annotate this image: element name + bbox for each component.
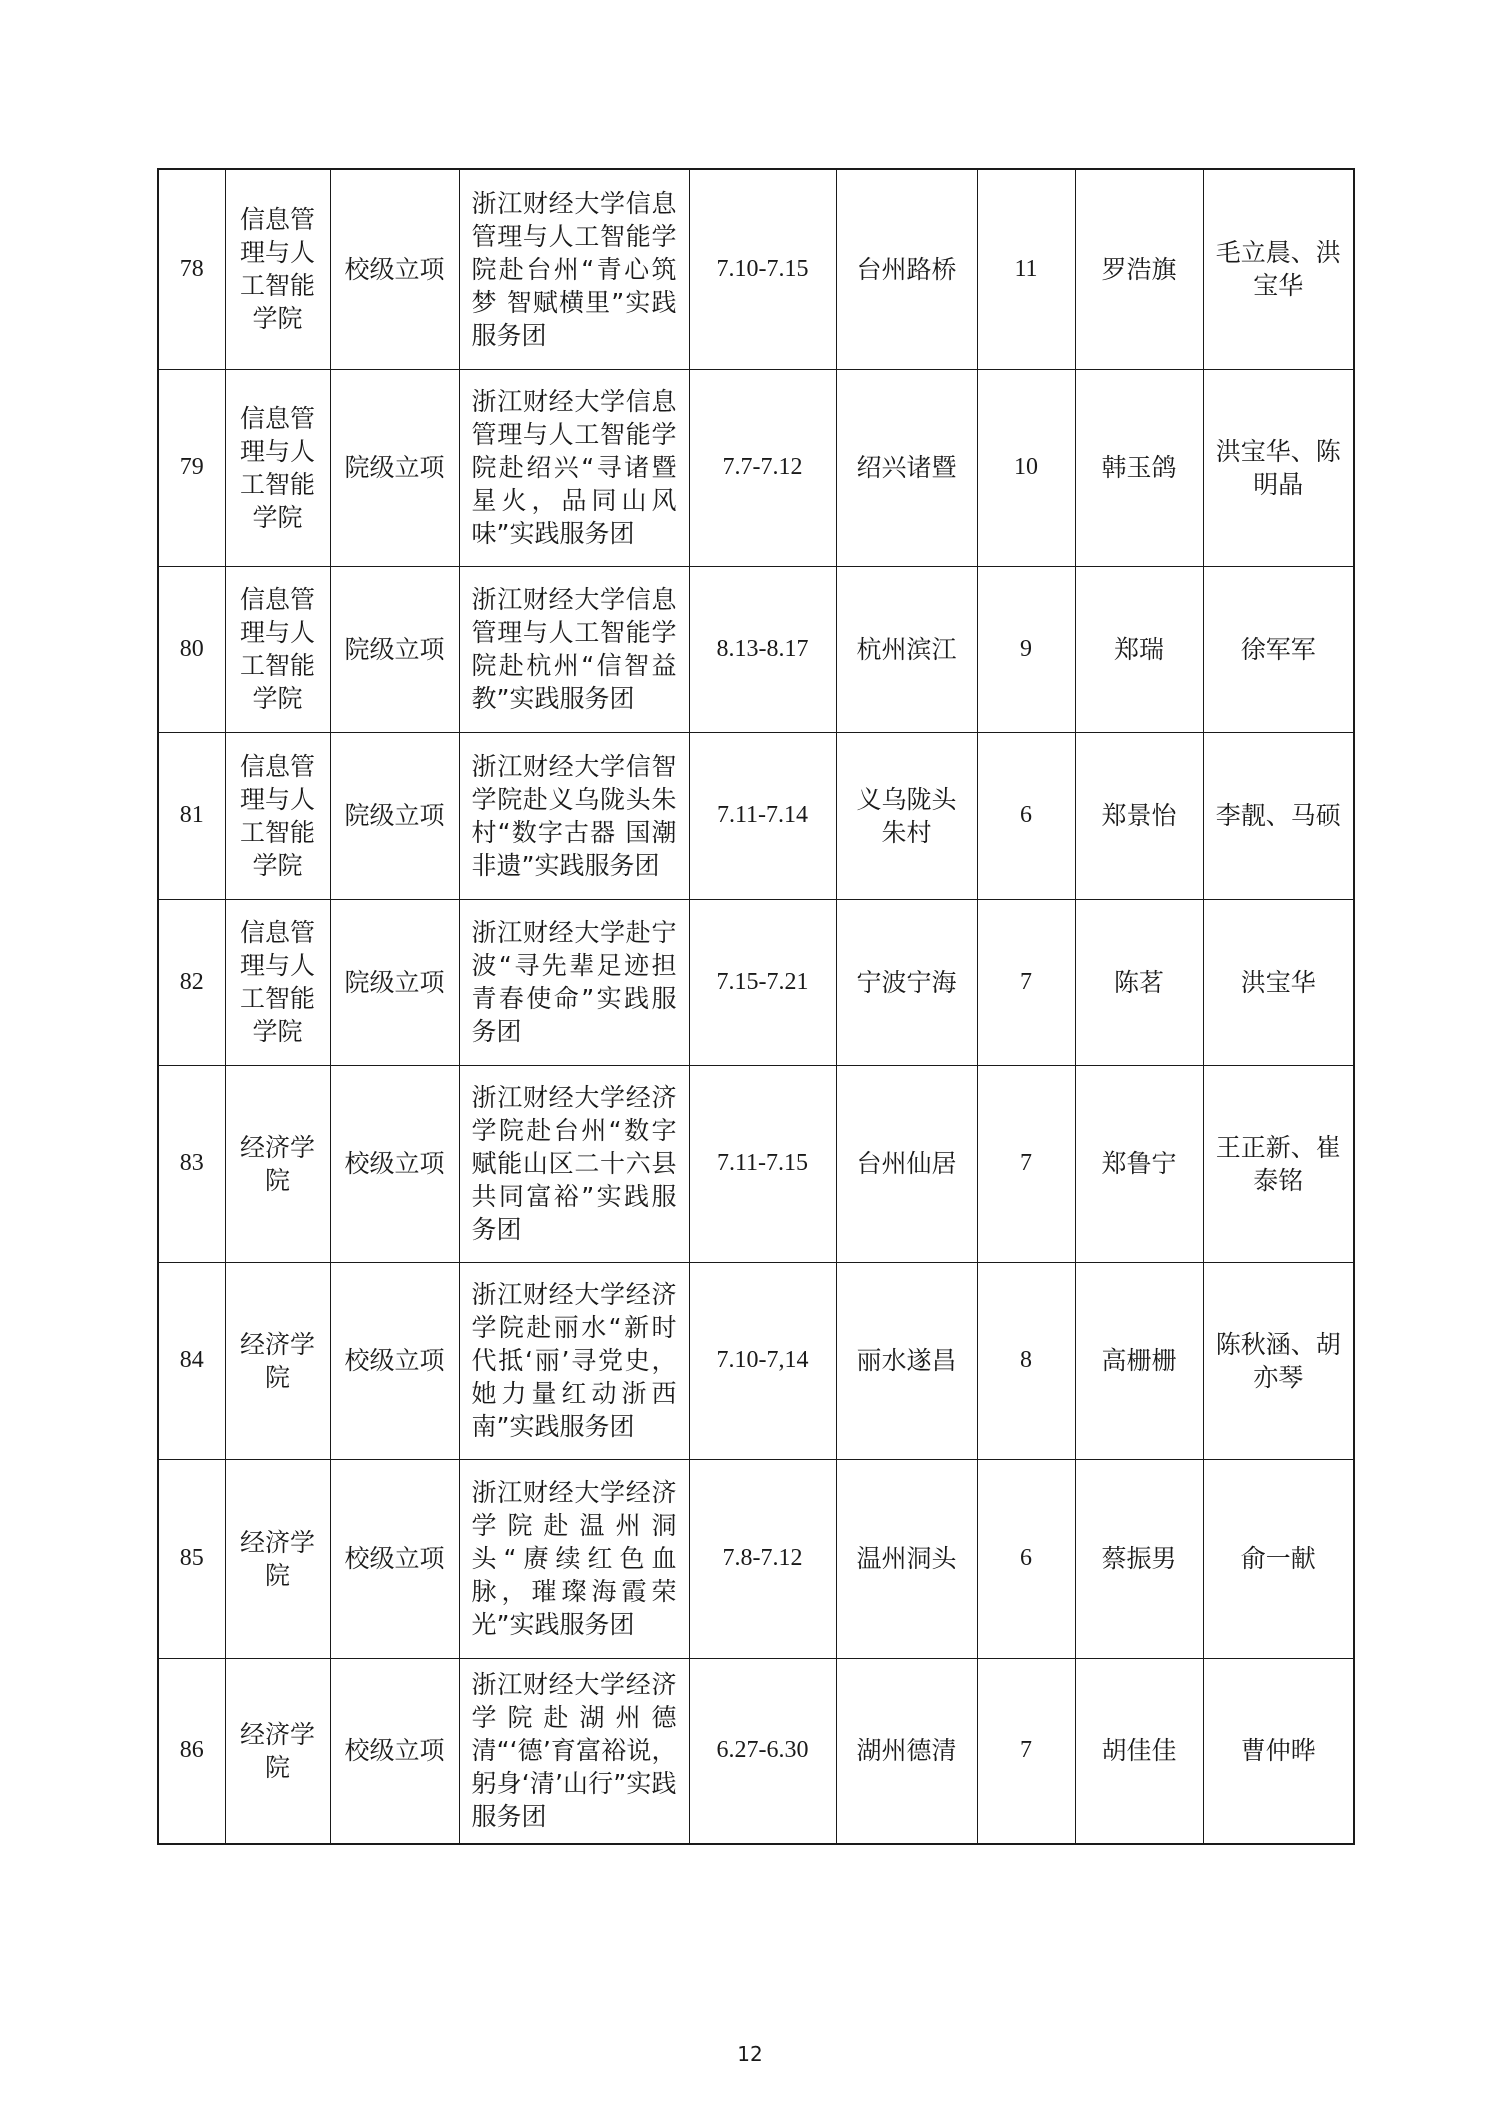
members-cell: 7 [977, 899, 1075, 1065]
location-cell: 杭州滨江 [836, 566, 977, 732]
table-row [158, 899, 1354, 1065]
table-row [158, 732, 1354, 899]
table-row [158, 1262, 1354, 1459]
project-name-cell: 浙江财经大学赴宁波“寻先辈足迹担青春使命”实践服务团 [459, 899, 689, 1065]
project-name-cell: 浙江财经大学信息管理与人工智能学院赴绍兴“寻诸暨星火，品同山风味”实践服务团 [459, 369, 689, 566]
members-cell: 11 [977, 169, 1075, 369]
location-cell: 台州仙居 [836, 1065, 977, 1262]
row-number: 80 [158, 566, 225, 732]
table-row [158, 1459, 1354, 1658]
level-cell: 校级立项 [330, 1459, 459, 1658]
college-cell: 信息管理与人工智能学院 [225, 899, 330, 1065]
date-cell: 7.7-7.12 [689, 369, 836, 566]
table-row [158, 1065, 1354, 1262]
date-cell: 7.10-7,14 [689, 1262, 836, 1459]
level-cell: 校级立项 [330, 1262, 459, 1459]
date-cell: 7.11-7.14 [689, 732, 836, 899]
date-cell: 7.11-7.15 [689, 1065, 836, 1262]
row-number: 84 [158, 1262, 225, 1459]
members-cell: 10 [977, 369, 1075, 566]
level-cell: 院级立项 [330, 732, 459, 899]
advisor-cell: 陈秋涵、胡亦琴 [1203, 1262, 1354, 1459]
leader-cell: 郑瑞 [1075, 566, 1203, 732]
leader-cell: 韩玉鸽 [1075, 369, 1203, 566]
members-cell: 6 [977, 1459, 1075, 1658]
advisor-cell: 李靓、马硕 [1203, 732, 1354, 899]
row-number: 81 [158, 732, 225, 899]
location-cell: 温州洞头 [836, 1459, 977, 1658]
project-name-cell: 浙江财经大学信息管理与人工智能学院赴杭州“信智益教”实践服务团 [459, 566, 689, 732]
row-number: 85 [158, 1459, 225, 1658]
project-name-cell: 浙江财经大学经济学院赴湖州德清“‘德’育富裕说，躬身‘清’山行”实践服务团 [459, 1658, 689, 1844]
location-cell: 丽水遂昌 [836, 1262, 977, 1459]
level-cell: 院级立项 [330, 899, 459, 1065]
college-cell: 经济学院 [225, 1459, 330, 1658]
level-cell: 校级立项 [330, 169, 459, 369]
row-number: 79 [158, 369, 225, 566]
location-cell: 湖州德清 [836, 1658, 977, 1844]
date-cell: 7.10-7.15 [689, 169, 836, 369]
row-number: 78 [158, 169, 225, 369]
college-cell: 经济学院 [225, 1262, 330, 1459]
date-cell: 7.15-7.21 [689, 899, 836, 1065]
members-cell: 9 [977, 566, 1075, 732]
date-cell: 7.8-7.12 [689, 1459, 836, 1658]
location-cell: 义乌陇头朱村 [836, 732, 977, 899]
advisor-cell: 曹仲晔 [1203, 1658, 1354, 1844]
level-cell: 校级立项 [330, 1658, 459, 1844]
members-cell: 6 [977, 732, 1075, 899]
project-name-cell: 浙江财经大学信智学院赴义乌陇头朱村“数字古器 国潮非遗”实践服务团 [459, 732, 689, 899]
project-name-cell: 浙江财经大学经济学院赴丽水“新时代抵‘丽’寻党史，她力量红动浙西南”实践服务团 [459, 1262, 689, 1459]
leader-cell: 蔡振男 [1075, 1459, 1203, 1658]
table-row [158, 566, 1354, 732]
college-cell: 信息管理与人工智能学院 [225, 732, 330, 899]
level-cell: 院级立项 [330, 566, 459, 732]
advisor-cell: 洪宝华、陈明晶 [1203, 369, 1354, 566]
location-cell: 台州路桥 [836, 169, 977, 369]
level-cell: 院级立项 [330, 369, 459, 566]
table-row [158, 369, 1354, 566]
leader-cell: 高栅栅 [1075, 1262, 1203, 1459]
project-name-cell: 浙江财经大学信息管理与人工智能学院赴台州“青心筑梦 智赋横里”实践服务团 [459, 169, 689, 369]
date-cell: 6.27-6.30 [689, 1658, 836, 1844]
college-cell: 经济学院 [225, 1658, 330, 1844]
table-row [158, 169, 1354, 369]
project-name-cell: 浙江财经大学经济学院赴台州“数字赋能山区二十六县共同富裕”实践服务团 [459, 1065, 689, 1262]
advisor-cell: 王正新、崔泰铭 [1203, 1065, 1354, 1262]
row-number: 82 [158, 899, 225, 1065]
advisor-cell: 徐军军 [1203, 566, 1354, 732]
members-cell: 7 [977, 1658, 1075, 1844]
row-number: 83 [158, 1065, 225, 1262]
table-row [158, 1658, 1354, 1844]
college-cell: 信息管理与人工智能学院 [225, 369, 330, 566]
location-cell: 宁波宁海 [836, 899, 977, 1065]
members-cell: 7 [977, 1065, 1075, 1262]
leader-cell: 陈茗 [1075, 899, 1203, 1065]
leader-cell: 罗浩旗 [1075, 169, 1203, 369]
advisor-cell: 洪宝华 [1203, 899, 1354, 1065]
advisor-cell: 毛立晨、洪宝华 [1203, 169, 1354, 369]
college-cell: 信息管理与人工智能学院 [225, 169, 330, 369]
leader-cell: 郑景怡 [1075, 732, 1203, 899]
date-cell: 8.13-8.17 [689, 566, 836, 732]
row-number: 86 [158, 1658, 225, 1844]
level-cell: 校级立项 [330, 1065, 459, 1262]
college-cell: 经济学院 [225, 1065, 330, 1262]
project-table [157, 168, 1355, 1845]
members-cell: 8 [977, 1262, 1075, 1459]
page-number: 12 [737, 2042, 763, 2066]
advisor-cell: 俞一献 [1203, 1459, 1354, 1658]
location-cell: 绍兴诸暨 [836, 369, 977, 566]
leader-cell: 胡佳佳 [1075, 1658, 1203, 1844]
project-name-cell: 浙江财经大学经济学院赴温州洞头“赓续红色血脉，璀璨海霞荣光”实践服务团 [459, 1459, 689, 1658]
college-cell: 信息管理与人工智能学院 [225, 566, 330, 732]
leader-cell: 郑鲁宁 [1075, 1065, 1203, 1262]
